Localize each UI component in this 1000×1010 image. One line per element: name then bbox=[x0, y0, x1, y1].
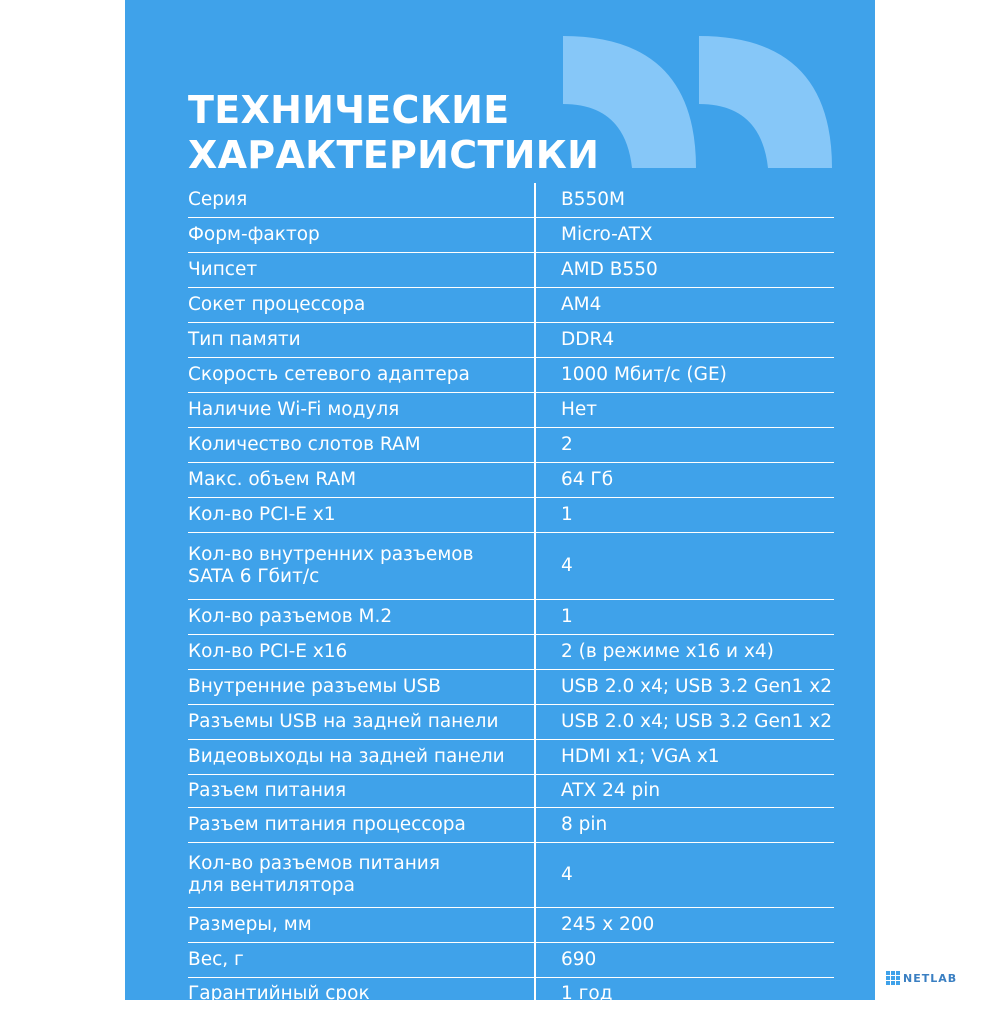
spec-value: AM4 bbox=[561, 294, 602, 315]
spec-value: 245 x 200 bbox=[561, 914, 655, 935]
spec-name bbox=[188, 740, 536, 774]
spec-name bbox=[188, 253, 536, 287]
spec-name-line: SATA 6 Гбит/с bbox=[188, 566, 320, 587]
spec-name-line: Тип памяти bbox=[188, 329, 301, 350]
watermark-text: NETLAB bbox=[903, 971, 958, 985]
spec-row bbox=[188, 533, 834, 600]
spec-name-line: Разъем питания bbox=[188, 780, 347, 801]
spec-value: ATX 24 pin bbox=[561, 780, 661, 801]
spec-name-line: Размеры, мм bbox=[188, 914, 312, 935]
spec-name-line: Видеовыходы на задней панели bbox=[188, 746, 505, 767]
spec-row bbox=[188, 775, 834, 808]
spec-name bbox=[188, 908, 536, 942]
spec-row bbox=[188, 323, 834, 358]
spec-name-line: Количество слотов RAM bbox=[188, 434, 421, 455]
spec-name-line: Сокет процессора bbox=[188, 294, 366, 315]
spec-name-line: Наличие Wi-Fi модуля bbox=[188, 399, 400, 420]
spec-row bbox=[188, 740, 834, 775]
title-line: ТЕХНИЧЕСКИЕ bbox=[188, 88, 510, 132]
spec-name-line: Кол-во внутренних разъемов bbox=[188, 544, 474, 565]
spec-name bbox=[188, 218, 536, 252]
spec-value: Micro-ATX bbox=[561, 224, 653, 245]
spec-name-line: Серия bbox=[188, 189, 248, 210]
spec-value: 690 bbox=[561, 949, 597, 970]
spec-table bbox=[188, 183, 834, 1010]
spec-name bbox=[188, 808, 536, 842]
spec-name-line: Кол-во разъемов M.2 bbox=[188, 606, 393, 627]
page-title bbox=[188, 88, 599, 178]
spec-row bbox=[188, 600, 834, 635]
spec-name-line: для вентилятора bbox=[188, 875, 355, 896]
spec-row bbox=[188, 288, 834, 323]
spec-name bbox=[188, 288, 536, 322]
spec-value: DDR4 bbox=[561, 329, 615, 350]
spec-row bbox=[188, 808, 834, 843]
spec-name bbox=[188, 323, 536, 357]
spec-row bbox=[188, 393, 834, 428]
spec-value: 1 bbox=[561, 606, 573, 627]
spec-name bbox=[188, 498, 536, 532]
spec-row bbox=[188, 218, 834, 253]
spec-name-line: Скорость сетевого адаптера bbox=[188, 364, 470, 385]
spec-name-line: Разъем питания процессора bbox=[188, 814, 466, 835]
spec-name-line: Вес, г bbox=[188, 949, 244, 970]
spec-value: 2 bbox=[561, 434, 573, 455]
spec-name-line: Чипсет bbox=[188, 259, 258, 280]
spec-name-line: Кол-во PCI-E x16 bbox=[188, 641, 348, 662]
spec-row bbox=[188, 943, 834, 978]
spec-name bbox=[188, 843, 536, 907]
spec-row bbox=[188, 253, 834, 288]
spec-name-line: Кол-во PCI-E x1 bbox=[188, 504, 336, 525]
spec-value: 1000 Мбит/с (GE) bbox=[561, 364, 727, 385]
spec-value: 8 pin bbox=[561, 814, 608, 835]
spec-name-line: Форм-фактор bbox=[188, 224, 320, 245]
spec-value: HDMI x1; VGA x1 bbox=[561, 746, 720, 767]
spec-value: B550M bbox=[561, 189, 625, 210]
netlab-grid-icon bbox=[886, 971, 900, 985]
spec-name bbox=[188, 428, 536, 462]
spec-name bbox=[188, 978, 536, 1010]
spec-row bbox=[188, 705, 834, 740]
spec-name bbox=[188, 775, 536, 807]
spec-name-line: Разъемы USB на задней панели bbox=[188, 711, 499, 732]
spec-name bbox=[188, 533, 536, 599]
spec-row bbox=[188, 428, 834, 463]
spec-row bbox=[188, 498, 834, 533]
spec-row bbox=[188, 908, 834, 943]
spec-value: 64 Гб bbox=[561, 469, 614, 490]
title-line: ХАРАКТЕРИСТИКИ bbox=[188, 133, 600, 177]
spec-name bbox=[188, 393, 536, 427]
spec-row bbox=[188, 978, 834, 1010]
spec-value: USB 2.0 x4; USB 3.2 Gen1 x2 bbox=[561, 676, 832, 697]
spec-name bbox=[188, 183, 536, 217]
spec-row bbox=[188, 843, 834, 908]
spec-name bbox=[188, 635, 536, 669]
spec-value: USB 2.0 x4; USB 3.2 Gen1 x2 bbox=[561, 711, 832, 732]
spec-row bbox=[188, 670, 834, 705]
spec-value: AMD B550 bbox=[561, 259, 658, 280]
spec-value: 4 bbox=[561, 864, 573, 885]
spec-value: 2 (в режиме x16 и x4) bbox=[561, 641, 774, 662]
spec-value: 1 bbox=[561, 504, 573, 525]
netlab-watermark bbox=[886, 971, 957, 985]
spec-name bbox=[188, 670, 536, 704]
spec-name-line: Внутренние разъемы USB bbox=[188, 676, 441, 697]
spec-name bbox=[188, 943, 536, 977]
spec-name bbox=[188, 705, 536, 739]
spec-value: 4 bbox=[561, 555, 573, 576]
spec-value: Нет bbox=[561, 399, 598, 420]
spec-row bbox=[188, 635, 834, 670]
spec-name bbox=[188, 600, 536, 634]
spec-value: 1 год bbox=[561, 983, 613, 1004]
spec-row bbox=[188, 463, 834, 498]
spec-name-line: Макс. объем RAM bbox=[188, 469, 357, 490]
spec-row bbox=[188, 183, 834, 218]
quote-mark-right bbox=[699, 36, 832, 168]
spec-name bbox=[188, 463, 536, 497]
spec-name-line: Кол-во разъемов питания bbox=[188, 853, 440, 874]
spec-row bbox=[188, 358, 834, 393]
spec-name bbox=[188, 358, 536, 392]
spec-name-line: Гарантийный срок bbox=[188, 983, 370, 1004]
